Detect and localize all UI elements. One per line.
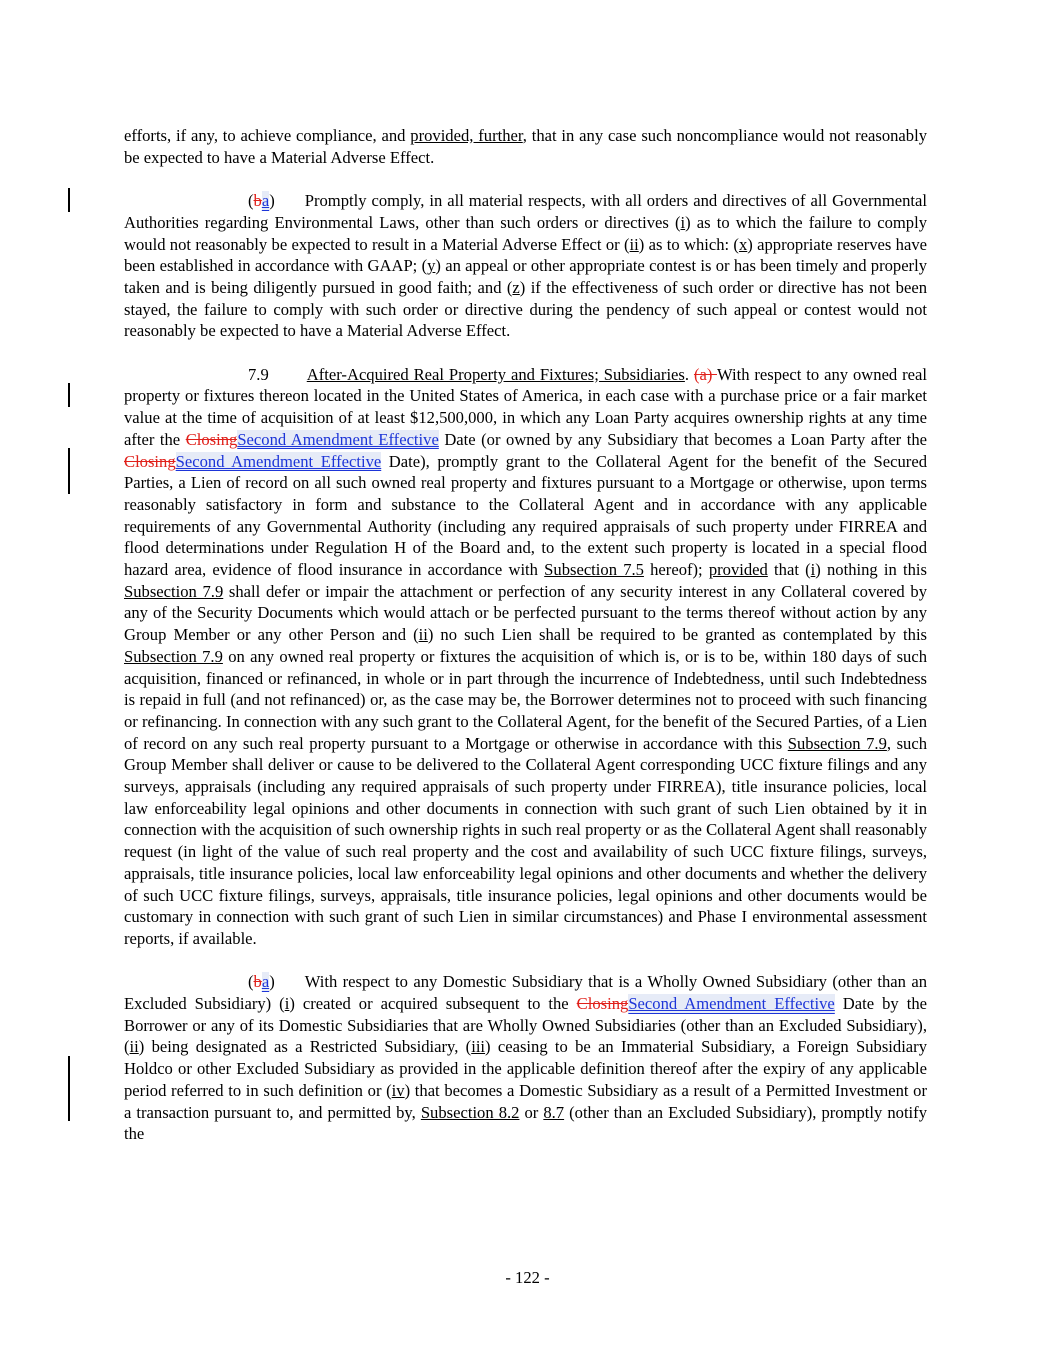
subsection-reference: 8.7 [543,1102,565,1122]
provided-further-term: provided, further [410,126,523,145]
text-run: on any owned real property or fixtures the acquisition of which is, or is to be, within 180 days of such acquisition, financed or refinanced, in whole or in part through the incurrence of Indebtedness, until such Indebtedness is repaid in full (and not refinanced) or, as the case may be, the Borrower determines not to proceed with such financing or refinancing. In connection with any such grant to the Collateral Agent, for the benefit of the Secured Parties, of a Lien of record on any such real property pursuant to a Mortgage or otherwise in accordance with this [124,646,928,753]
subsection-reference: Subsection 8.2 [420,1102,520,1122]
text-run: Date), promptly grant to the Collateral Agent for the benefit of the Secured Parties, a Lien of record on all such owned real property and fixtures pursuant to a Mortgage or otherwise, upon terms reasonably satisfactory in form and substance to the Collateral Agent and in accordance with any applicable requirements of any Governmental Authority (including any required appraisals of such property under FIRREA and flood determinations under Regulation H of the Board and, to the extent such property is located in a special flood hazard area, evidence of flood insurance in accordance with [124,451,927,580]
section-number: 7.9 [248,364,269,384]
text-run: , that in any case such noncompliance would not reasonably be expected to have a Material Adverse Effect. [124,126,927,167]
inserted-text: a [261,191,270,211]
deleted-text: Closing [185,429,238,449]
change-bar [68,383,70,407]
subsection-reference: Subsection 7.5 [544,560,644,580]
text-run: ) an appeal or other appropriate contest is or has been timely and properly taken and is being diligently pursued in good faith; and ( [124,256,927,297]
clause-marker: ii [629,234,639,254]
paren: ( [248,972,254,992]
text-run: shall defer or impair the attachment or perfection of any security interest in any Collateral covered by any of the Security Documents which would attach or be perfected pursuant to the terms thereof without action by any Group Member or any other Person and ( [124,581,927,645]
section-7-9 [124,364,927,950]
inserted-text: Second Amendment Effective [237,429,439,449]
text-run: efforts, if any, to achieve compliance, and [124,126,411,145]
deleted-text: b [253,191,262,211]
text-run: or [519,1102,544,1122]
text-run: Promptly comply, in all material respects, with all orders and directives of all Governmental Authorities regarding Environmental Laws, other than such orders or directives ( [124,191,927,232]
text-run: hereof); [643,560,709,580]
text-run: ) no such Lien shall be required to be granted as contemplated by this [427,625,928,645]
inserted-text: a [261,972,270,992]
text-run: ) as to which the failure to comply would not reasonably be expected to result in a Material Adverse Effect or ( [124,212,927,254]
text-run: , such Group Member shall deliver or cause to be delivered to the Collateral Agent corresponding UCC fixture filings and any surveys, appraisals (including any required appraisals of such property under FIRREA), title insurance policies, local law enforceability legal opinions and other documents in connection with such grant of such Lien obtained by it in connection with the acquisition of such ownership rights in such real property or as the Collateral Agent shall reasonably request (in light of the value of such real property and the cost and availability of such UCC fixture filings, surveys, appraisals, title insurance policies, local law enforceability legal opinions and other documents and whether the delivery of such UCC fixture filings, surveys, appraisals, title insurance policies, legal opinions and other documents would be customary in connection with such grant of such Lien in similar circumstances) and Phase I environmental assessment reports, if available. [124,733,928,948]
text-run: ) created or acquired subsequent to the [289,994,577,1014]
provided-term: provided [708,560,768,580]
change-bar [68,1056,70,1121]
subsection-reference: Subsection 7.9 [124,581,224,601]
clause-marker: iv [391,1080,405,1100]
clause-marker: y [427,256,436,276]
paragraph-domestic-subsidiary [124,971,927,1145]
paren: ( [248,191,254,211]
clause-marker: i [810,560,816,580]
deleted-text: Closing [124,451,176,471]
change-bar [68,448,70,494]
text-run: With respect to any Domestic Subsidiary that is a Wholly Owned Subsidiary (other than an Excluded Subsidiary) ( [124,972,927,1014]
subsection-reference: Subsection 7.9 [787,733,887,753]
deleted-text: b [253,972,262,992]
section-heading: After-Acquired Real Property and Fixtures; Subsidiaries [306,364,685,384]
clause-marker: iii [471,1037,486,1057]
paren: ) [269,191,275,211]
clause-marker: z [512,277,520,297]
deleted-text: (a) [693,364,717,384]
text-run: ) nothing in this [815,560,927,580]
text-run: ) being designated as a Restricted Subsidiary, ( [138,1037,472,1057]
deleted-text: Closing [576,994,629,1014]
inserted-text: Second Amendment Effective [175,451,382,471]
text-run: that ( [767,560,811,580]
text-run: . [684,364,694,384]
clause-marker: ii [129,1037,139,1057]
text-run: With respect to any owned real property or fixtures thereon located in the United States of America, in each case with a purchase price or a fair market value at the time of acquisition of at least $12,500,000, in which any Loan Party acquires ownership rights at any time after the [124,364,928,449]
clause-marker: i [680,212,686,232]
change-bar [68,188,70,212]
text-run: Date (or owned by any Subsidiary that becomes a Loan Party after the [438,429,927,449]
text-run: (other than an Excluded Subsidiary), promptly notify the [124,1102,927,1144]
text-run: ) appropriate reserves have been established in accordance with GAAP; ( [124,234,927,276]
subsection-reference: Subsection 7.9 [124,646,223,666]
text-run: Date by the Borrower or any of its Domestic Subsidiaries that are Wholly Owned Subsidiaries (other than an Excluded Subsidiary), ( [124,994,928,1057]
clause-marker: i [284,994,290,1014]
text-run: ) as to which: ( [638,234,739,254]
clause-marker: ii [418,625,428,645]
text-run: ) ceasing to be an Immaterial Subsidiary, a Foreign Subsidiary Holdco or other Excluded Subsidiary as provided in the applicable definition thereof after the expiry of any applicable period referred to in such definition or ( [124,1037,927,1100]
inserted-text: Second Amendment Effective [628,994,835,1014]
paragraph-continuation [124,125,927,168]
paren: ) [269,972,275,992]
page-number: - 122 - [505,1268,550,1287]
paragraph-environmental-orders [124,190,927,342]
text-run: ) that becomes a Domestic Subsidiary as a result of a Permitted Investment or a transaction pursuant to, and permitted by, [124,1080,928,1122]
text-run: ) if the effectiveness of such order or directive has not been stayed, the failure to comply with such order or directive during the pendency of such appeal or contest would not reasonably be expected to have a Material Adverse Effect. [124,277,927,341]
document-body [124,125,927,1167]
clause-marker: x [738,234,748,254]
